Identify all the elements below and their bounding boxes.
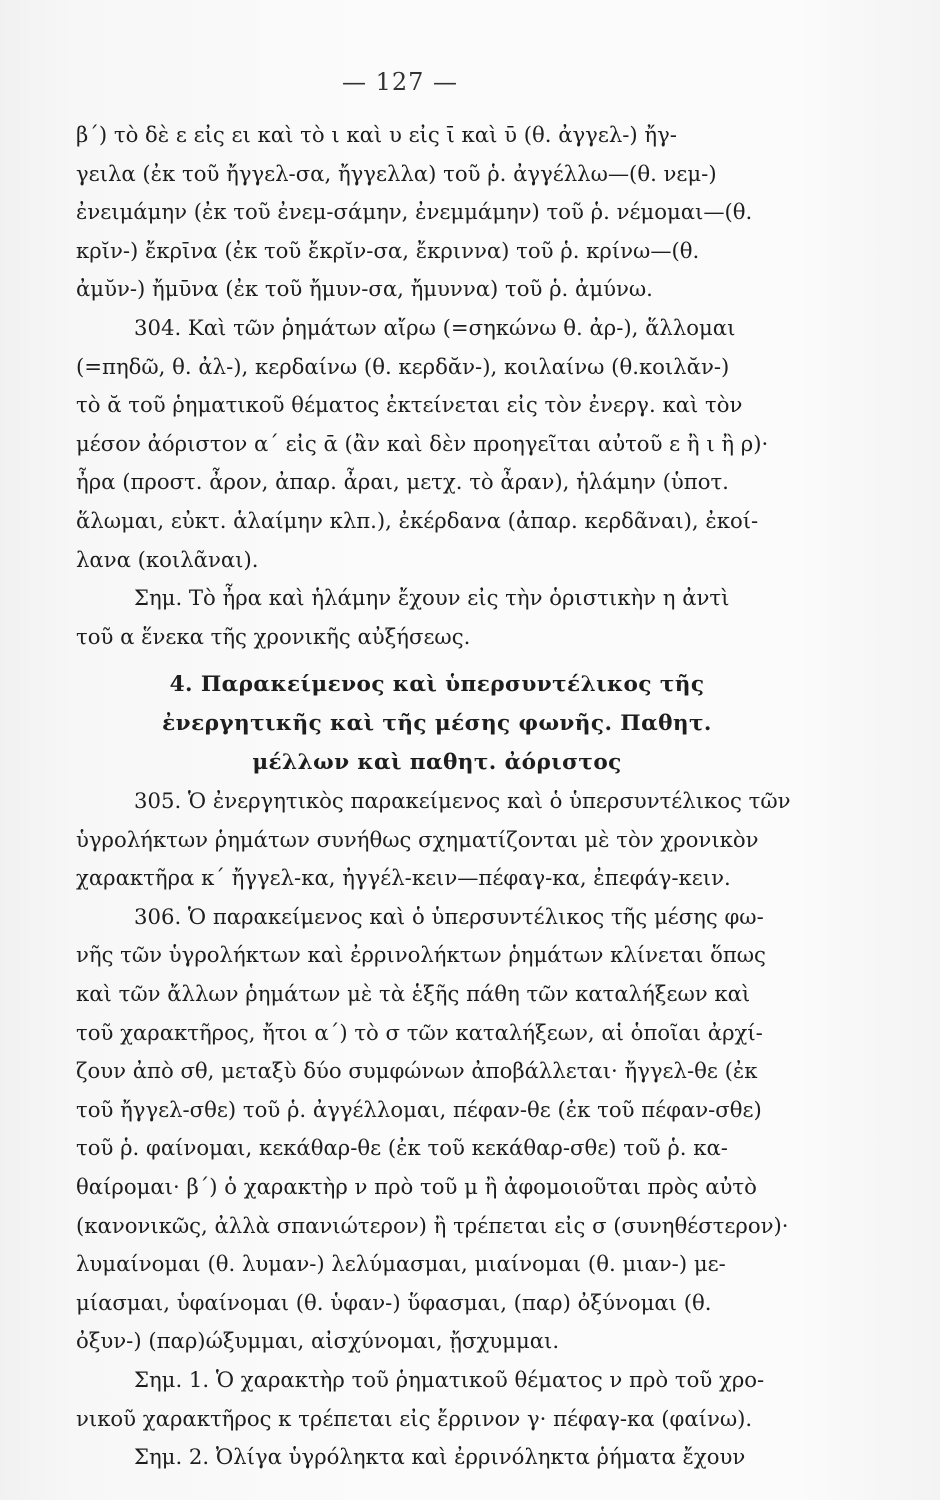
text-line: ἀμῠν-) ἤμῡνα (ἐκ τοῦ ἤμυν-σα, ἤμυννα) τοῦ ῥ. ἀμύνω. bbox=[76, 276, 653, 302]
text-line: καὶ τῶν ἄλλων ῥημάτων μὲ τὰ ἑξῆς πάθη τῶν καταλήξεων καὶ bbox=[76, 981, 751, 1007]
text-line: 305. Ὁ ἐνεργητικὸς παρακείμενος καὶ ὁ ὑπερσυντέλικος τῶν bbox=[134, 788, 791, 814]
text-line: τοῦ ῥ. φαίνομαι, κεκάθαρ-θε (ἐκ τοῦ κεκάθαρ-σθε) τοῦ ῥ. κα- bbox=[76, 1135, 728, 1161]
text-line: ἦρα (προστ. ἆρον, ἀπαρ. ἆραι, μετχ. τὸ ἆραν), ἡλάμην (ὑποτ. bbox=[76, 469, 729, 495]
text-line: 304. Καὶ τῶν ῥημάτων αἴρω (=σηκώνω θ. ἀρ-), ἅλλομαι bbox=[134, 314, 736, 340]
text-line: ἅλωμαι, εὐκτ. ἁλαίμην κλπ.), ἐκέρδανα (ἀπαρ. κερδᾶναι), ἐκοί- bbox=[76, 507, 759, 533]
note-line: Σημ. 2. Ὀλίγα ὑγρόληκτα καὶ ἐρρινόληκτα ῥήματα ἔχουν bbox=[134, 1444, 746, 1470]
text-line: 306. Ὁ παρακείμενος καὶ ὁ ὑπερσυντέλικος τῆς μέσης φω- bbox=[134, 903, 764, 929]
note-line: τοῦ α ἕνεκα τῆς χρονικῆς αὐξήσεως. bbox=[76, 623, 471, 649]
note-line: Σημ. Τὸ ἦρα καὶ ἡλάμην ἔχουν εἰς τὴν ὁριστικὴν η ἀντὶ bbox=[134, 585, 730, 611]
text-line: μίασμαι, ὑφαίνομαι (θ. ὑφαν-) ὕφασμαι, (παρ) ὀξύνομαι (θ. bbox=[76, 1289, 712, 1315]
spacer bbox=[76, 656, 798, 666]
section-heading: 4. Παρακείμενος καὶ ὑπερσυντέλικος τῆς bbox=[169, 672, 705, 698]
section-heading: μέλλων καὶ παθητ. ἀόριστος bbox=[252, 749, 622, 775]
text-line: μέσον ἀόριστον α΄ εἰς ᾱ (ἂν καὶ δὲν προηγεῖται αὐτοῦ ε ἢ ι ἢ ρ)· bbox=[76, 430, 769, 456]
text-line: ὑγρολήκτων ῥημάτων συνήθως σχηματίζονται μὲ τὸν χρονικὸν bbox=[76, 826, 759, 852]
text-line: ὀξυν-) (παρ)ώξυμμαι, αἰσχύνομαι, ᾔσχυμμαι. bbox=[76, 1328, 560, 1354]
text-line: (=πηδῶ, θ. ἀλ-), κερδαίνω (θ. κερδᾰν-), κοιλαίνω (θ.κοιλᾰν-) bbox=[76, 353, 730, 379]
page-body bbox=[76, 116, 798, 1477]
text-line: τοῦ ἤγγελ-σθε) τοῦ ῥ. ἀγγέλλομαι, πέφαν-θε (ἐκ τοῦ πέφαν-σθε) bbox=[76, 1096, 762, 1122]
text-line: ἐνειμάμην (ἐκ τοῦ ἐνεμ-σάμην, ἐνεμμάμην) τοῦ ῥ. νέμομαι—(θ. bbox=[76, 199, 753, 225]
text-line: τὸ ᾰ τοῦ ῥηματικοῦ θέματος ἐκτείνεται εἰς τὸν ἐνεργ. καὶ τὸν bbox=[76, 392, 743, 418]
note-line: Σημ. 1. Ὁ χαρακτὴρ τοῦ ῥηματικοῦ θέματος ν πρὸ τοῦ χρο- bbox=[134, 1367, 765, 1392]
text-line: ζουν ἀπὸ σθ, μεταξὺ δύο συμφώνων ἀποβάλλεται· ἤγγελ-θε (ἐκ bbox=[76, 1058, 758, 1084]
text-line: τοῦ χαρακτῆρος, ἤτοι α΄) τὸ σ τῶν καταλήξεων, αἱ ὁποῖαι ἀρχί- bbox=[76, 1019, 763, 1045]
section-heading: ἐνεργητικῆς καὶ τῆς μέσης φωνῆς. Παθητ. bbox=[162, 710, 712, 736]
text-line: κρῐν-) ἔκρῑνα (ἐκ τοῦ ἔκρῐν-σα, ἔκριννα) τοῦ ῥ. κρίνω—(θ. bbox=[76, 237, 700, 263]
text-line: λυμαίνομαι (θ. λυμαν-) λελύμασμαι, μιαίνομαι (θ. μιαν-) με- bbox=[76, 1251, 726, 1277]
text-line: β΄) τὸ δὲ ε εἰς ει καὶ τὸ ι καὶ υ εἰς ῑ καὶ ῡ (θ. ἀγγελ-) ἤγ- bbox=[76, 122, 677, 147]
text-line: λανα (κοιλᾶναι). bbox=[76, 546, 259, 572]
text-line: χαρακτῆρα κ΄ ἤγγελ-κα, ἠγγέλ-κειν—πέφαγ-κα, ἐπεφάγ-κειν. bbox=[76, 865, 731, 891]
note-line: νικοῦ χαρακτῆρος κ τρέπεται εἰς ἔρρινον γ· πέφαγ-κα (φαίνω). bbox=[76, 1405, 753, 1431]
text-line: νῆς τῶν ὑγρολήκτων καὶ ἐρρινολήκτων ῥημάτων κλίνεται ὅπως bbox=[76, 942, 766, 968]
page-number: — 127 — bbox=[341, 68, 459, 96]
text-line: θαίρομαι· β΄) ὁ χαρακτὴρ ν πρὸ τοῦ μ ἢ ἀφομοιοῦται πρὸς αὐτὸ bbox=[76, 1174, 757, 1200]
text-line: (κανονικῶς, ἀλλὰ σπανιώτερον) ἢ τρέπεται εἰς σ (συνηθέστερον)· bbox=[76, 1212, 789, 1238]
text-line: γειλα (ἐκ τοῦ ἤγγελ-σα, ἤγγελλα) τοῦ ῥ. ἀγγέλλω—(θ. νεμ-) bbox=[76, 160, 717, 186]
